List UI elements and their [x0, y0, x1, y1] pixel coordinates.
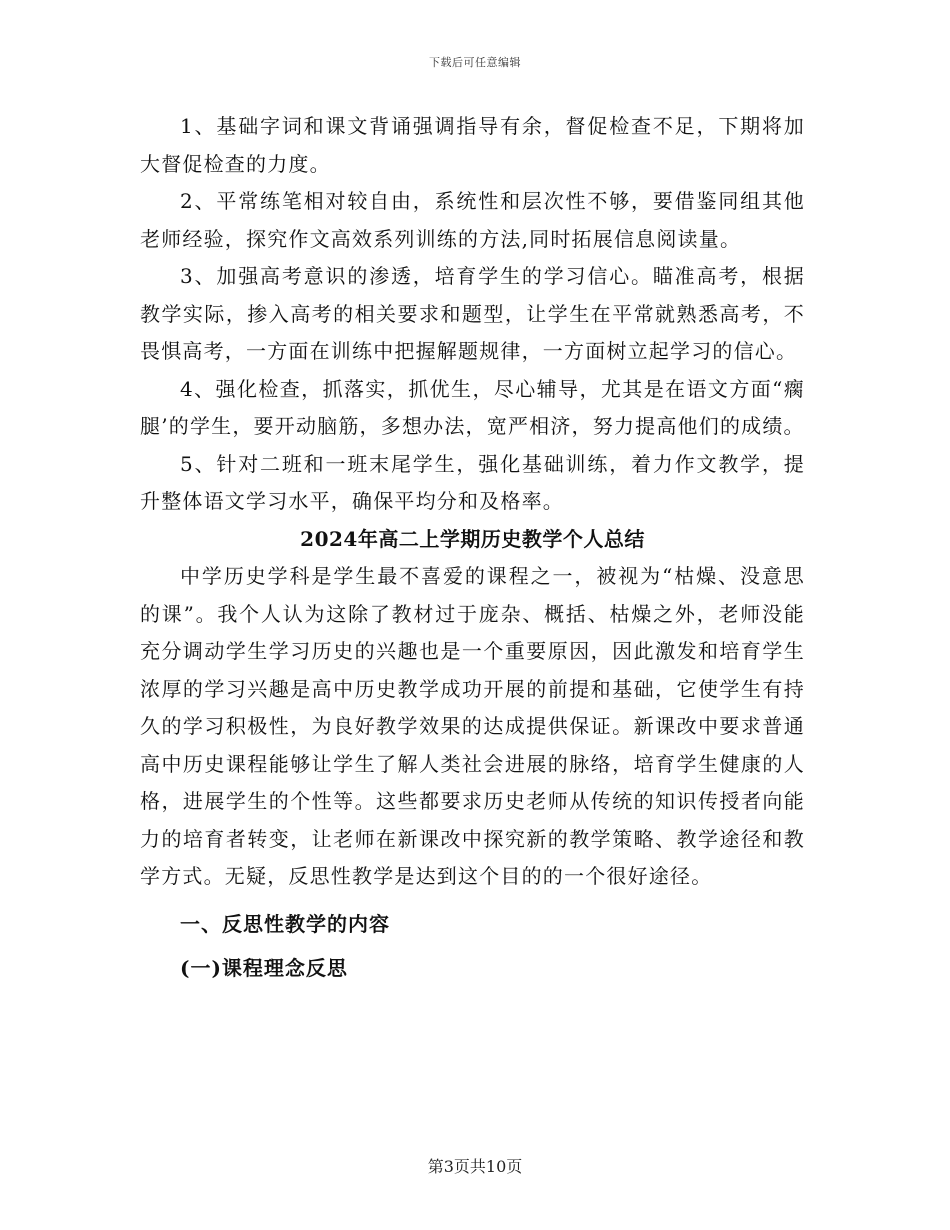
- list-item-5: 5、针对二班和一班末尾学生，强化基础训练，着力作文教学，提升整体语文学习水平，确保平均分和及格率。: [140, 451, 805, 513]
- header-note: 下载后可任意编辑: [429, 56, 521, 69]
- heading-reflective-teaching: 一、反思性教学的内容: [180, 911, 390, 936]
- list-item-2: 2、平常练笔相对较自由，系统性和层次性不够，要借鉴同组其他老师经验，探究作文高效系列训练的方法,同时拓展信息阅读量。: [140, 189, 805, 251]
- intro-paragraph: 中学历史学科是学生最不喜爱的课程之一，被视为“枯燥、没意思的课”。我个人认为这除了教材过于庞杂、概括、枯燥之外，老师没能充分调动学生学习历史的兴趣也是一个重要原因，因此激发和培育学生浓厚的学习兴趣是高中历史教学成功开展的前提和基础，它使学生有持久的学习积极性，为良好教学效果的达成提供保证。新课改中要求普通高中历史课程能够让学生了解人类社会进展的脉络，培育学生健康的人格，进展学生的个性等。这些都要求历史老师从传统的知识传授者向能力的培育者转变，让老师在新课改中探究新的教学策略、教学途径和教学方式。无疑，反思性教学是达到这个目的的一个很好途径。: [140, 564, 805, 888]
- section-title: 2024年高二上学期历史教学个人总结: [300, 526, 645, 551]
- page-footer: 第3页共10页: [427, 1157, 523, 1176]
- list-item-1: 1、基础字词和课文背诵强调指导有余，督促检查不足，下期将加大督促检查的力度。: [140, 114, 805, 176]
- document-body: [140, 108, 805, 990]
- heading-curriculum-reflection: (一)课程理念反思: [180, 955, 348, 980]
- list-item-3: 3、加强高考意识的渗透，培育学生的学习信心。瞄准高考，根据教学实际，掺入高考的相关要求和题型，让学生在平常就熟悉高考，不畏惧高考，一方面在训练中把握解题规律，一方面树立起学习的信心。: [140, 264, 805, 363]
- list-item-4: 4、强化检查，抓落实，抓优生，尽心辅导，尤其是在语文方面“瘸腿’的学生，要开动脑筋，多想办法，宽严相济，努力提高他们的成绩。: [140, 376, 805, 438]
